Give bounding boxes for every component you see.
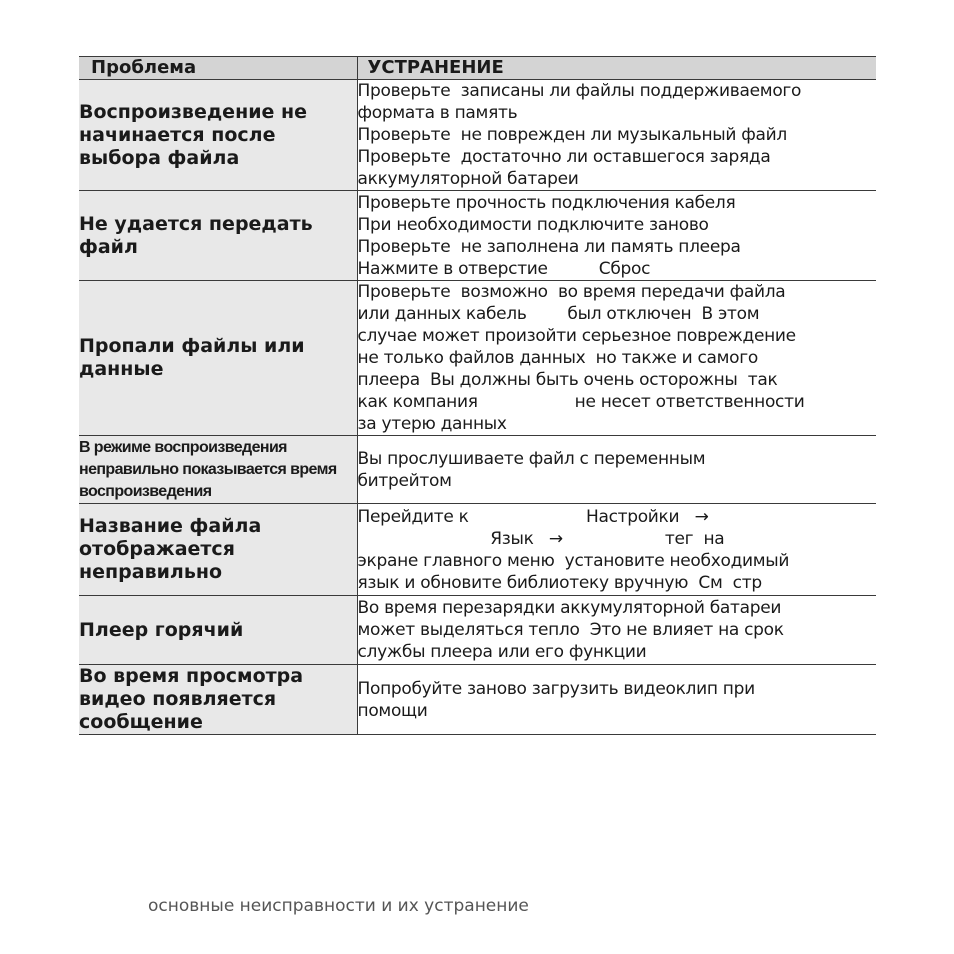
solution-line: помощи: [357, 700, 428, 721]
solution-line: язык и обновите библиотеку вручную См стр: [357, 572, 762, 593]
page-footer: основные неисправности и их устранение: [148, 896, 529, 916]
solution-line: Проверьте не заполнена ли память плеера: [357, 236, 741, 257]
table-row: [79, 596, 876, 665]
table-row: [79, 504, 876, 596]
solution-line: случае может произойти серьезное повреждение: [357, 326, 796, 346]
table-header-row: [79, 57, 876, 80]
solution-line: не только файлов данных но также и самого: [357, 348, 758, 368]
troubleshooting-table: [79, 56, 876, 735]
solution-line: Нажмите в отверстие Сброс: [357, 258, 651, 279]
solution-line: битрейтом: [357, 470, 452, 491]
solution-line: Проверьте возможно во время передачи файла: [357, 282, 786, 302]
solution-cell: [357, 504, 876, 596]
solution-line: При необходимости подключите заново: [357, 214, 709, 235]
solution-line: Проверьте записаны ли файлы поддерживаемого: [357, 81, 802, 101]
table-row: [79, 436, 876, 504]
solution-cell: [357, 80, 876, 191]
solution-cell: [357, 665, 876, 735]
solution-cell: [357, 596, 876, 665]
problem-cell: Во время просмотра видео появляется сообщение: [79, 665, 357, 735]
solution-line: Вы прослушиваете файл с переменным: [357, 448, 706, 469]
solution-line: Язык → тег на: [357, 528, 725, 549]
solution-line: Проверьте прочность подключения кабеля: [357, 192, 736, 213]
solution-line: формата в память: [357, 103, 518, 123]
solution-cell: [357, 436, 876, 504]
problem-cell: В режиме воспроизведения неправильно показывается время воспроизведения: [79, 436, 357, 504]
table-row: [79, 80, 876, 191]
solution-line: может выделяться тепло Это не влияет на срок: [357, 620, 784, 640]
table-row: [79, 281, 876, 436]
problem-cell: Воспроизведение не начинается после выбора файла: [79, 80, 357, 191]
solution-line: Проверьте не поврежден ли музыкальный файл: [357, 125, 787, 145]
solution-line: Во время перезарядки аккумуляторной батареи: [357, 598, 782, 618]
solution-line: плеера Вы должны быть очень осторожны так: [357, 370, 778, 390]
solution-line: как компания не несет ответственности: [357, 392, 805, 412]
table-row: [79, 191, 876, 281]
header-problem: Проблема: [79, 57, 357, 80]
problem-cell: Не удается передать файл: [79, 191, 357, 281]
solution-line: Проверьте достаточно ли оставшегося заряда: [357, 147, 771, 167]
solution-cell: [357, 191, 876, 281]
header-solution: УСТРАНЕНИЕ: [357, 57, 876, 80]
problem-cell: Название файла отображается неправильно: [79, 504, 357, 596]
solution-line: или данных кабель был отключен В этом: [357, 304, 760, 324]
solution-line: за утерю данных: [357, 414, 507, 434]
solution-line: аккумуляторной батареи: [357, 169, 579, 189]
solution-line: экране главного меню установите необходимый: [357, 550, 790, 571]
table-row: [79, 665, 876, 735]
solution-line: Попробуйте заново загрузить видеоклип при: [357, 678, 755, 699]
solution-line: службы плеера или его функции: [357, 642, 647, 662]
problem-cell: Плеер горячий: [79, 596, 357, 665]
solution-line: Перейдите к Настройки →: [357, 506, 709, 527]
solution-cell: [357, 281, 876, 436]
problem-cell: Пропали файлы или данные: [79, 281, 357, 436]
